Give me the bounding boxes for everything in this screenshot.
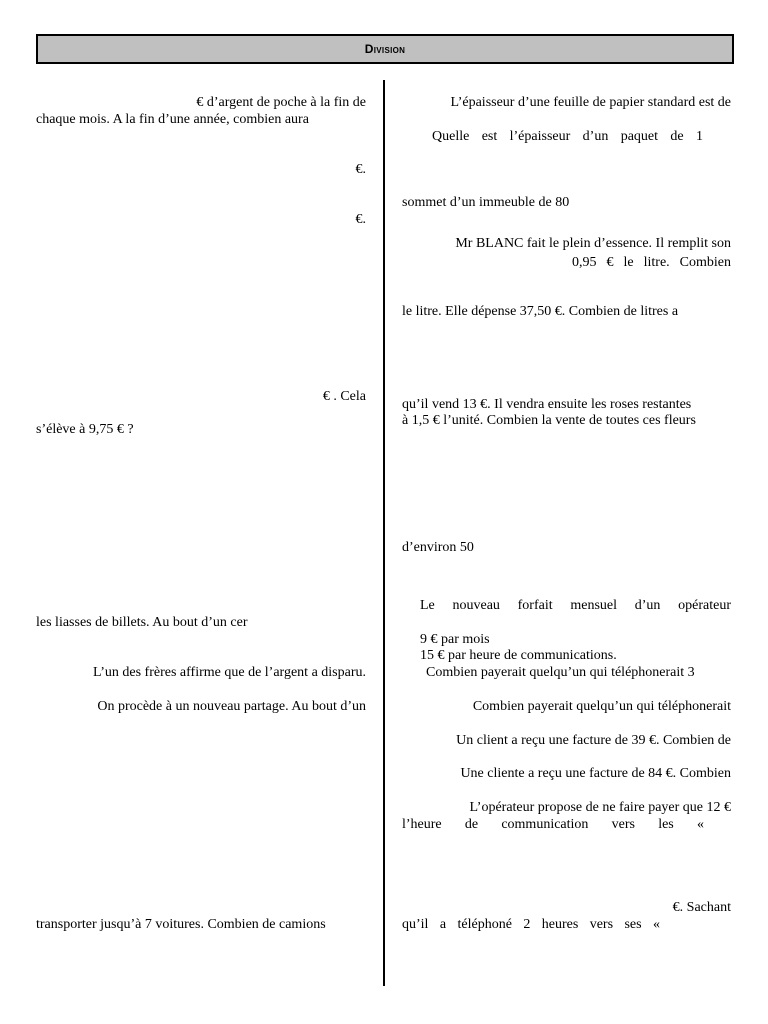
right-text-line: sommet d’un immeuble de 80 (402, 195, 570, 210)
right-text-line: à 1,5 € l’unité. Combien la vente de toutes ces fleurs (402, 413, 696, 428)
right-text-line: Une cliente a reçu une facture de 84 €. Combien (460, 766, 731, 781)
left-text-line: les liasses de billets. Au bout d’un cer (36, 615, 248, 630)
left-text-line: L’un des frères affirme que de l’argent a disparu. (92, 665, 366, 680)
right-text-line: Quelle est l’épaisseur d’un paquet de 1 (432, 129, 703, 144)
left-text-line: chaque mois. A la fin d’une année, combien aura (36, 112, 309, 127)
right-text-line: d’environ 50 (402, 540, 474, 555)
left-text-line: On procède à un nouveau partage. Au bout d’un (97, 699, 366, 714)
page-title: Division (364, 42, 406, 56)
left-text-line: € d’argent de poche à la fin de (196, 95, 366, 110)
right-text-line: le litre. Elle dépense 37,50 €. Combien de litres a (402, 304, 679, 319)
right-text-line: Combien payerait quelqu’un qui téléphonerait (472, 699, 731, 714)
right-text-line: qu’il vend 13 €. Il vendra ensuite les roses restantes (402, 397, 692, 412)
right-text-line: L’opérateur propose de ne faire payer que 12 € (469, 800, 731, 815)
right-text-line: L’épaisseur d’une feuille de papier standard est de (450, 95, 731, 110)
left-text-line: €. (355, 212, 366, 227)
right-text-line: Le nouveau forfait mensuel d’un opérateur (420, 598, 731, 613)
left-text-line: €. (355, 162, 366, 177)
right-text-line: Un client a reçu une facture de 39 €. Combien de (456, 733, 731, 748)
right-text-line: 0,95 € le litre. Combien (572, 255, 731, 270)
right-text-line: qu’il a téléphoné 2 heures vers ses « (402, 917, 660, 932)
right-text-line: €. Sachant (672, 900, 731, 915)
page-header (36, 34, 734, 64)
left-text-line: s’élève à 9,75 € ? (36, 422, 134, 437)
right-text-line: l’heure de communication vers les « (402, 817, 704, 832)
left-text-line: transporter jusqu’à 7 voitures. Combien de camions (36, 917, 326, 932)
left-text-line: € . Cela (322, 389, 366, 404)
right-text-line: Mr BLANC fait le plein d’essence. Il remplit son (455, 236, 731, 251)
right-text-line: 15 € par heure de communications. (420, 648, 617, 663)
right-text-line: Combien payerait quelqu’un qui téléphonerait 3 (426, 665, 695, 680)
right-text-line: 9 € par mois (420, 632, 490, 647)
column-divider (383, 80, 385, 986)
